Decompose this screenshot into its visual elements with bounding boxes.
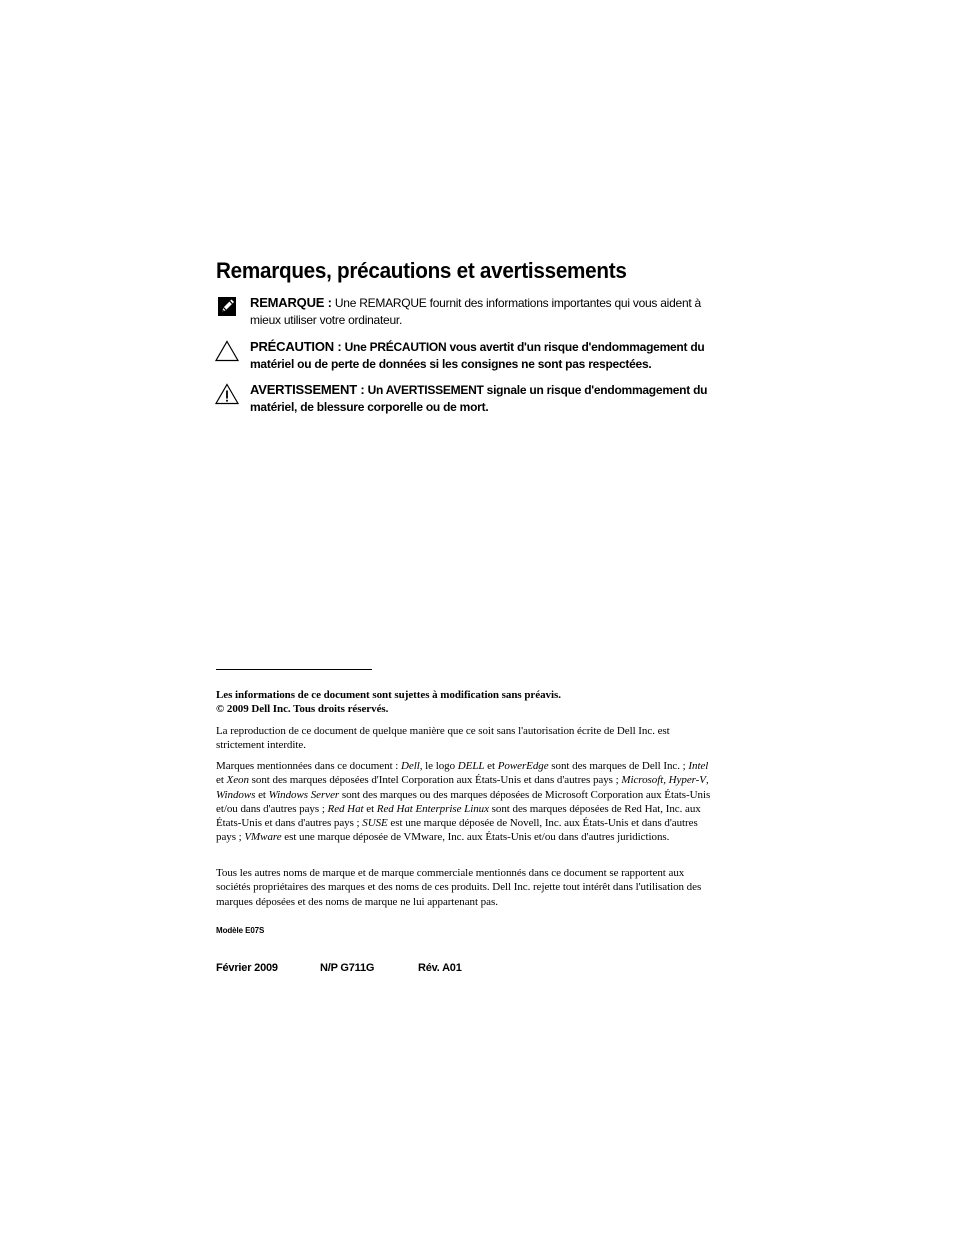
trademark-name: Dell,	[401, 760, 423, 772]
trademark-text: et	[484, 760, 498, 772]
trademark-name: Windows Server	[268, 788, 340, 801]
trademark-text: sont des marques ou des marques déposées de Microsoft Corporation aux États-Unis et/ou dans d'autres pays ;	[216, 788, 711, 815]
caution-triangle-icon	[214, 338, 240, 364]
trademark-text: et	[363, 802, 377, 815]
warning-body: Un AVERTISSEMENT signale un risque d'endommagement du matériel, de blessure corporelle ou de mort.	[250, 383, 708, 414]
note-text	[250, 294, 720, 329]
trademark-text: le logo	[422, 760, 458, 772]
trademark-name: SUSE	[362, 817, 388, 830]
trademark-text: ,	[705, 774, 709, 787]
warning-exclamation-triangle-icon	[214, 381, 240, 407]
separator-rule	[216, 669, 372, 670]
trademark-name: PowerEdge	[497, 760, 549, 772]
caution-text	[250, 338, 720, 373]
trademarks-paragraph	[216, 759, 716, 845]
trademark-text: est une marque déposée de VMware, Inc. aux États-Unis et/ou dans d'autres juridictions.	[281, 831, 670, 844]
trademark-text: et	[216, 774, 227, 787]
trademark-name: Red Hat Enterprise Linux	[376, 802, 489, 815]
reproduction-paragraph: La reproduction de ce document de quelque manière que ce soit sans l'autorisation écrite de Dell Inc. est strictement interdite.	[216, 725, 670, 752]
footer-date: Février 2009	[216, 962, 278, 974]
warning-text	[250, 381, 720, 416]
warning-label: AVERTISSEMENT :	[250, 382, 365, 397]
caution-label: PRÉCAUTION :	[250, 339, 342, 354]
trademark-text: Marques mentionnées dans ce document :	[216, 760, 401, 772]
note-label: REMARQUE :	[250, 295, 332, 310]
trademark-text: sont des marques déposées d'Intel Corporation aux États-Unis et dans d'autres pays ;	[248, 774, 622, 787]
footer-revision: Rév. A01	[418, 962, 462, 974]
other-trademarks-paragraph: Tous les autres noms de marque et de marque commerciale mentionnés dans ce document se rapportent aux sociétés propriétaires des marques et des noms de ces produits. Dell Inc. rejette tout intérêt dans l'utilisation des marques déposées et des noms de marque ne lui appartenant pas.	[216, 867, 702, 908]
trademark-name: Microsoft, Hyper-V	[621, 774, 706, 787]
trademark-name: Windows	[216, 788, 256, 801]
legal-notice-bold	[216, 688, 716, 717]
trademark-name: Xeon	[226, 774, 249, 787]
trademark-name: Red Hat	[327, 802, 364, 815]
note-block	[214, 294, 714, 329]
caution-block	[214, 338, 714, 373]
model-number: Modèle E07S	[216, 926, 265, 935]
note-body: Une REMARQUE fournit des informations importantes qui vous aident à mieux utiliser votre ordinateur.	[250, 296, 701, 327]
change-notice: Les informations de ce document sont sujettes à modification sans préavis.	[216, 689, 561, 701]
note-pencil-icon	[214, 294, 240, 320]
warning-block	[214, 381, 714, 416]
trademark-text: sont des marques de Dell Inc. ;	[548, 760, 689, 772]
trademark-name: VMware	[244, 831, 282, 844]
trademark-text: est une marque déposée de Novell, Inc. aux États-Unis et dans d'autres pays ;	[216, 817, 698, 844]
trademark-text: sont des marques déposées de Red Hat, Inc. aux États-Unis et dans d'autres pays ;	[216, 802, 701, 830]
copyright-line: © 2009 Dell Inc. Tous droits réservés.	[216, 703, 389, 716]
page-title: Remarques, précautions et avertissements	[216, 258, 627, 283]
caution-body: Une PRÉCAUTION vous avertit d'un risque d'endommagement du matériel ou de perte de données si les consignes ne sont pas respectées.	[250, 340, 705, 371]
trademark-text: et	[255, 788, 269, 801]
trademark-name: DELL	[457, 760, 485, 772]
trademark-name: Intel	[688, 760, 709, 772]
footer-part-number: N/P G711G	[320, 962, 375, 974]
